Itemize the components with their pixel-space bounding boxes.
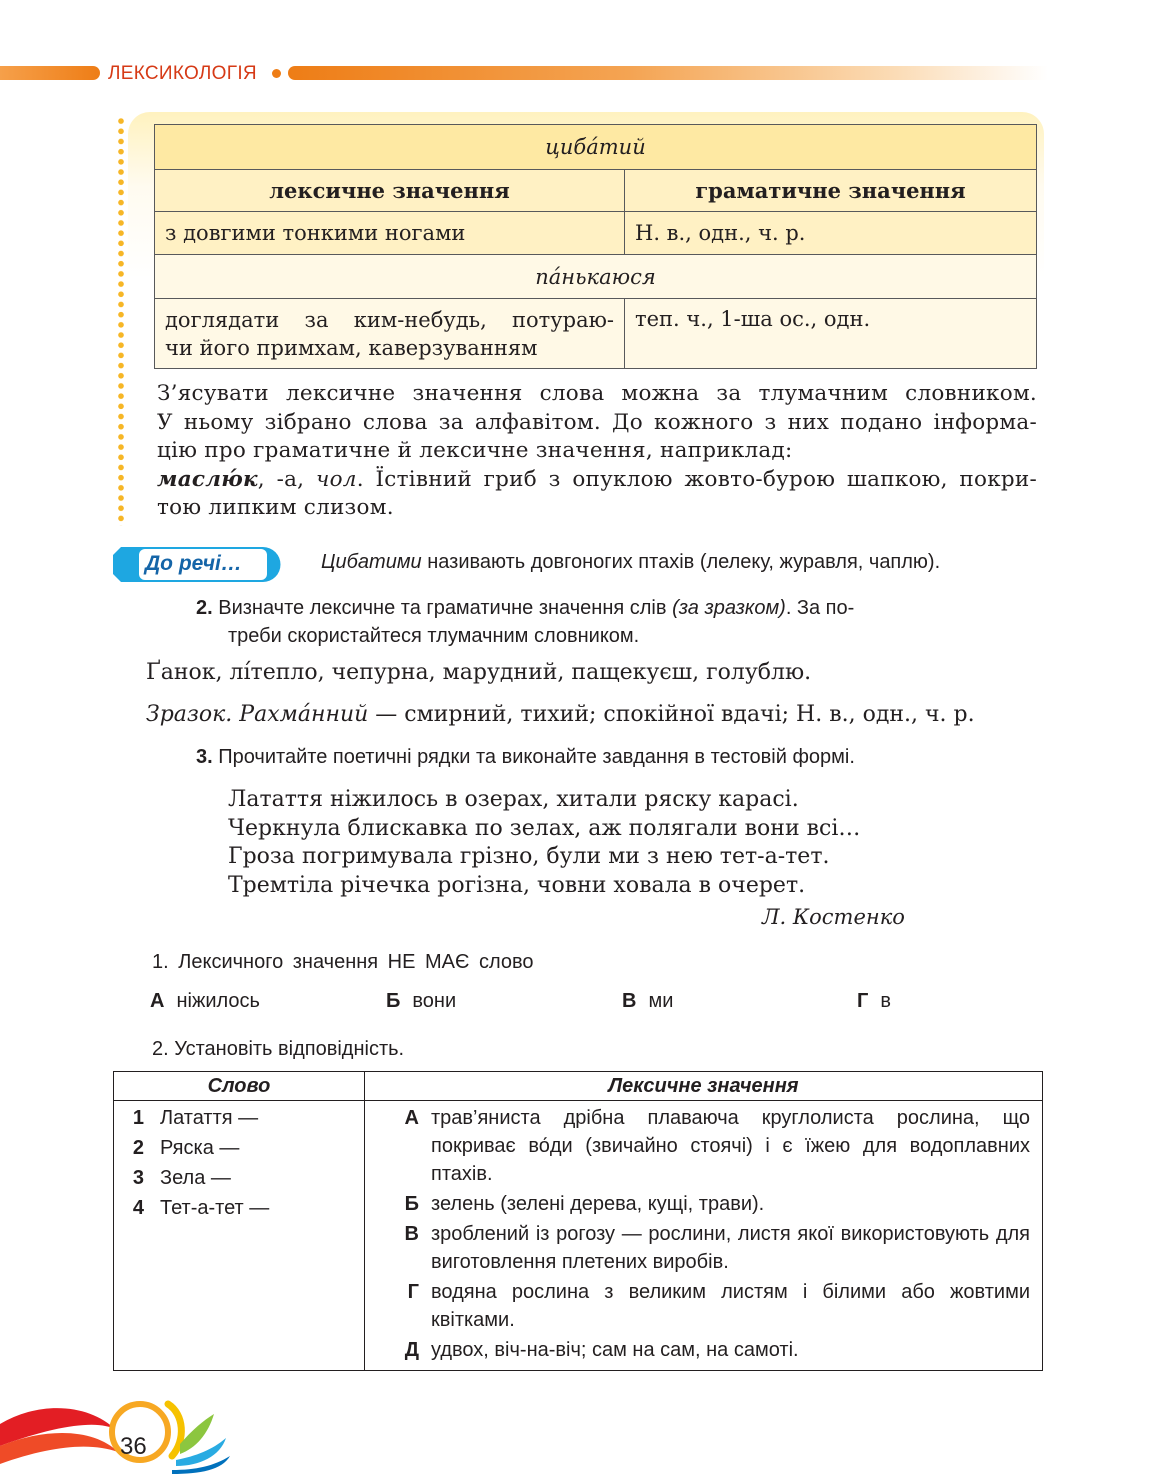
col-meaning-header: Лексичне значення [365,1072,1043,1101]
task-number: 3. [196,746,213,768]
task-2-words: Ґанок, лі́тепло, чепурна, марудний, пащекуєш, голублю. [146,660,812,685]
dotted-border [117,116,125,526]
task-2: 2. Визначте лексичне та граматичне значення слів (за зразком). За по- треби скористайтеся тлумачним словником. [196,597,855,647]
note-text: Цибатими називають довгоногих птахів (лелеку, журавля, чаплю). [321,551,941,573]
meaning-list [365,1101,1043,1371]
col-word-header: Слово [114,1072,365,1101]
header-stripe-left [0,66,100,80]
list-item: 4 Тет-а-тет — [132,1197,270,1219]
list-item: В зроблений із рогозу — рослини, листя якої використовують для виготовлення плетених виробів. [404,1223,1030,1273]
word-heading-2: па́нькаюся [155,255,1037,299]
option-g[interactable]: Г в [857,990,891,1012]
list-item: 1 Латаття — [132,1107,259,1129]
poem [228,786,860,900]
list-item: 2 Ряска — [132,1137,240,1159]
option-b[interactable]: Б вони [386,990,457,1012]
matching-table [113,1071,1043,1371]
grammatical-meaning-2: теп. ч., 1-ша ос., одн. [625,299,1037,369]
list-item: А трав’яниста дрібна плаваюча круглолиста рослина, що покриває во́ди (звичайно стоячі) і є їжею для водоплавних птахів. [404,1107,1030,1185]
header-dot [272,69,281,78]
grammatical-meaning-1: Н. в., одн., ч. р. [625,212,1037,255]
list-item: 3 Зела — [132,1167,231,1189]
list-item: Г водяна рослина з великим листям і білими або жовтими квітками. [407,1281,1030,1331]
dictionary-paragraph: З’ясувати лексичне значення слова можна за тлумачним словником. У ньому зібрано слова за алфавітом. До кожного з них подано інформа- цію про граматичне й лексичне значення, наприклад: маслю́к, -а, чол. Їстівний гриб з опуклою жовто-бурою шапкою, покри- тою липким слизом. [157,381,1038,520]
poem-line: Черкнула блискавка по зелах, аж полягали вони всі… [228,815,861,841]
question-2: 2. Установіть відповідність. [152,1038,405,1060]
page-corner-decoration [0,1390,240,1474]
question-1: 1. Лексичного значення НЕ МАЄ слово [152,951,534,973]
poem-line: Латаття ніжилось в озерах, хитали ряску карасі. [228,787,799,812]
option-a[interactable]: А ніжилось [150,990,260,1012]
poem-author: Л. Костенко [762,905,905,929]
task-3: 3. Прочитайте поетичні рядки та виконайте завдання в тестовій формі. [196,746,855,768]
page-number: 36 [120,1433,147,1460]
task-number: 2. [196,597,213,619]
note-badge-label: До речі… [145,552,242,575]
word-heading-1: циба́тий [155,125,1037,170]
header-stripe-right [288,66,1048,80]
word-list [114,1101,365,1371]
col-grammatical-header: граматичне значення [625,170,1037,212]
example-word: маслю́к [157,466,258,492]
task-2-sample: Зразок. Рахма́нний — смирний, тихий; спокійної вдачі; Н. в., одн., ч. р. [146,702,975,727]
poem-line: Тремтіла річечка рогізна, човни ховала в очерет. [228,872,806,898]
option-v[interactable]: В ми [622,990,674,1012]
lexical-meaning-1: з довгими тонкими ногами [155,212,625,255]
section-title: ЛЕКСИКОЛОГІЯ [108,63,257,84]
list-item: Б зелень (зелені дерева, кущі, трави). [404,1193,765,1215]
word-meaning-table [154,124,1037,369]
col-lexical-header: лексичне значення [155,170,625,212]
list-item: Д удвох, віч-на-віч; сам на сам, на самоті. [404,1339,799,1361]
lexical-meaning-2: доглядати за ким-небудь, потураю- чи його примхам, каверзуванням [155,299,625,369]
poem-line: Гроза погримувала грізно, були ми з нею тет-а-тет. [228,844,830,869]
